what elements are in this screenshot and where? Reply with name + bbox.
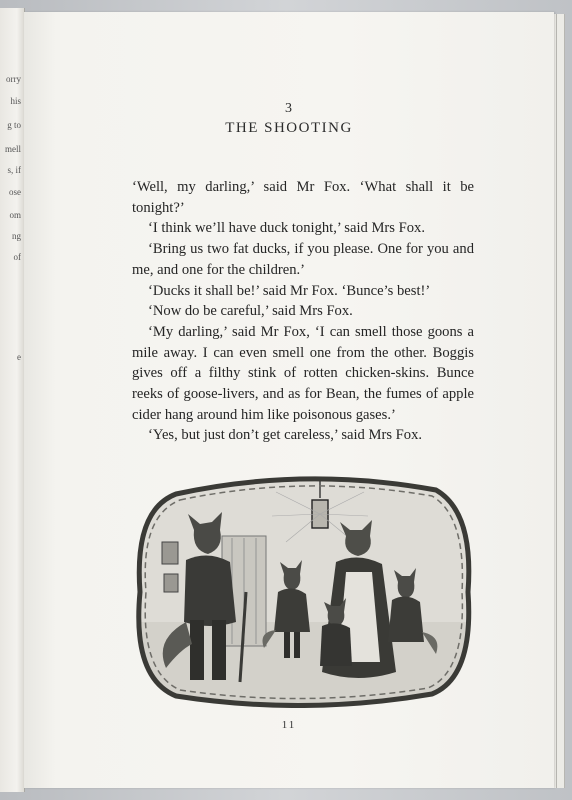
left-facing-page-edge [0,8,25,792]
chapter-title: THE SHOOTING [225,120,353,136]
left-page-fragment: orry [6,74,21,84]
book-page [24,12,554,788]
chapter-number: 3 [285,101,293,116]
left-page-fragment: of [13,252,21,262]
left-page-fragment: g to [7,120,21,130]
page-number: 11 [281,719,297,731]
paragraph: ‘Now do be careful,’ said Mrs Fox. [148,303,353,320]
paragraph: ‘My darling,’ said Mr Fox, ‘I can smell those goons a mile away. I can even smell one from the other. Boggis gives off a filthy stink of rotten chicken-skins. Bunce reeks of goose-livers, and as for Bean, the fumes of apple cider hang around him like poisonous gases.’ [132,323,474,423]
fox-family-illustration [136,472,472,708]
left-page-fragment: ose [9,187,21,197]
left-page-fragment: om [9,210,21,220]
paragraph: ‘I think we’ll have duck tonight,’ said Mrs Fox. [148,220,425,237]
body-text [132,177,474,446]
paragraph: ‘Ducks it shall be!’ said Mr Fox. ‘Bunce’s best!’ [148,282,431,299]
paragraph: ‘Yes, but just don’t get careless,’ said Mrs Fox. [148,427,423,444]
paragraph: ‘Bring us two fat ducks, if you please. One for you and me, and one for the children.’ [132,241,474,278]
paragraph: ‘Well, my darling,’ said Mr Fox. ‘What shall it be tonight?’ [132,179,474,216]
left-page-fragment: ng [12,231,21,241]
left-page-fragment: mell [5,144,21,154]
left-page-fragment: his [10,96,21,106]
left-page-fragment: e [17,352,21,362]
left-page-fragment: s, if [7,165,21,175]
